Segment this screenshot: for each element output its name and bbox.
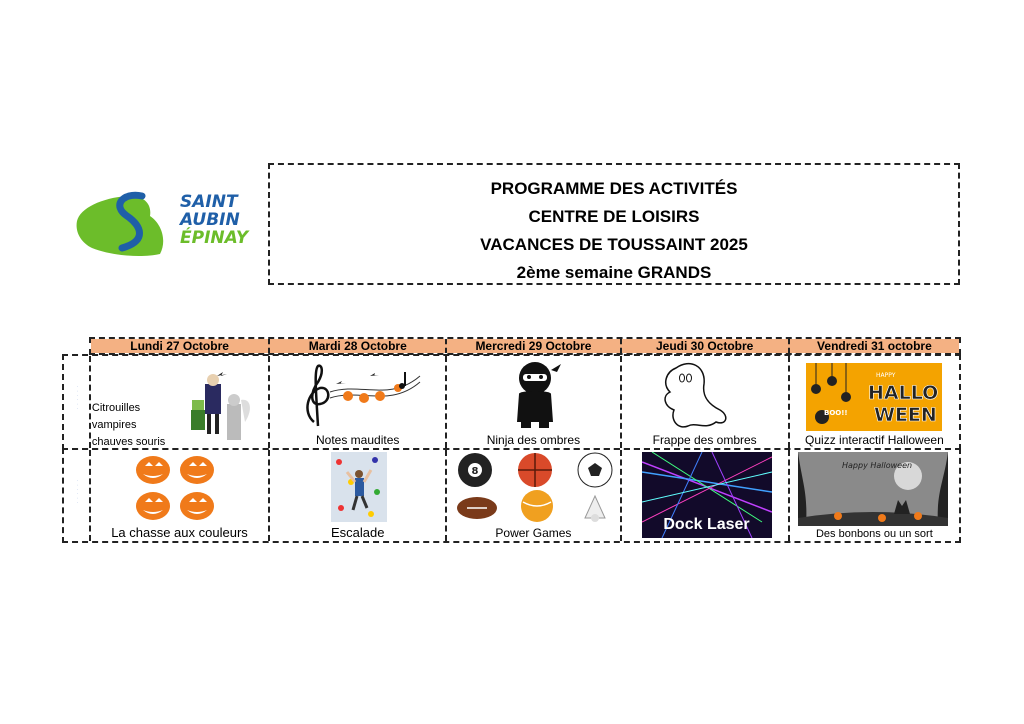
halloween-poster-icon (806, 363, 942, 431)
monday-morning-line-1: Citrouilles (91, 402, 141, 414)
monday-morning-cell (91, 356, 270, 448)
day-header-tuesday: Mardi 28 Octobre (270, 339, 447, 353)
side-marker: ······ (75, 480, 80, 506)
monday-afternoon-activity: La chasse aux couleurs (111, 525, 248, 540)
tuesday-afternoon-activity: Escalade (330, 525, 385, 540)
music-notes-icon (300, 362, 424, 428)
tuesday-morning-cell (270, 356, 447, 448)
morning-row (62, 354, 961, 450)
climber-icon (331, 452, 387, 522)
boo-text: BOO!! (823, 409, 848, 417)
monday-morning-text (92, 400, 165, 448)
thursday-morning-activity: Frappe des ombres (652, 433, 757, 447)
spooky-scene-icon (798, 452, 948, 526)
day-header-row (89, 337, 961, 355)
afternoon-row (62, 448, 961, 543)
dock-laser-label: Dock Laser (663, 516, 750, 533)
title-line-3: VACANCES DE TOUSSAINT 2025 (480, 235, 748, 254)
ninja-icon (507, 360, 563, 430)
wednesday-afternoon-cell (447, 450, 621, 541)
thursday-morning-cell (622, 356, 790, 448)
ghost-icon (656, 360, 740, 434)
tuesday-morning-activity: Notes maudites (316, 433, 400, 447)
day-header-monday: Lundi 27 Octobre (91, 339, 270, 353)
laser-image (642, 452, 772, 538)
logo-text (180, 193, 248, 247)
wednesday-morning-activity: Ninja des ombres (486, 433, 581, 447)
happy-text: HAPPY (875, 372, 896, 379)
thursday-afternoon-cell (622, 450, 790, 541)
title-line-1: PROGRAMME DES ACTIVITÉS (490, 179, 738, 198)
climbing-wall-image (331, 452, 387, 522)
wednesday-afternoon-activity: Power Games (495, 526, 572, 540)
wednesday-morning-cell (447, 356, 621, 448)
halloween-poster-image (806, 363, 942, 431)
friday-morning-cell (790, 356, 959, 448)
ween-text: WEEN (873, 404, 937, 426)
title-box (268, 163, 960, 285)
logo-line-2: AUBIN (180, 210, 240, 230)
svg-text:Happy Halloween: Happy Halloween (841, 461, 912, 470)
monday-morning-line-3: chauves souris (91, 436, 166, 448)
morning-side-label (64, 356, 91, 448)
trick-or-treat-image (798, 452, 948, 526)
logo-line-1: SAINT (180, 192, 238, 212)
friday-afternoon-cell (790, 450, 959, 541)
monday-morning-line-2: vampires (91, 419, 137, 431)
day-header-thursday: Jeudi 30 Octobre (622, 339, 790, 353)
hallo-text: HALLO (867, 382, 939, 404)
logo-line-3: ÉPINAY (180, 228, 249, 248)
logo-mark-icon (72, 186, 172, 266)
day-header-friday (790, 339, 959, 353)
logo (72, 186, 252, 266)
pumpkins-icon (135, 454, 219, 522)
monsters-icon (187, 370, 257, 446)
friday-morning-activity: Quizz interactif Halloween (805, 433, 944, 447)
day-header-friday-label: Vendredi 31 octobre (817, 339, 932, 353)
title-line-2: CENTRE DE LOISIRS (528, 207, 700, 226)
day-header-wednesday: Mercredi 29 Octobre (447, 339, 621, 353)
sports-balls-icon (451, 452, 617, 526)
title-line-4: 2ème semaine GRANDS (516, 263, 712, 282)
tuesday-afternoon-cell (270, 450, 447, 541)
side-marker: ······ (75, 386, 80, 412)
friday-afternoon-activity: Des bonbons ou un sort (815, 528, 933, 540)
svg-text:8: 8 (471, 466, 479, 477)
monday-afternoon-cell (91, 450, 270, 541)
afternoon-side-label (64, 450, 91, 541)
